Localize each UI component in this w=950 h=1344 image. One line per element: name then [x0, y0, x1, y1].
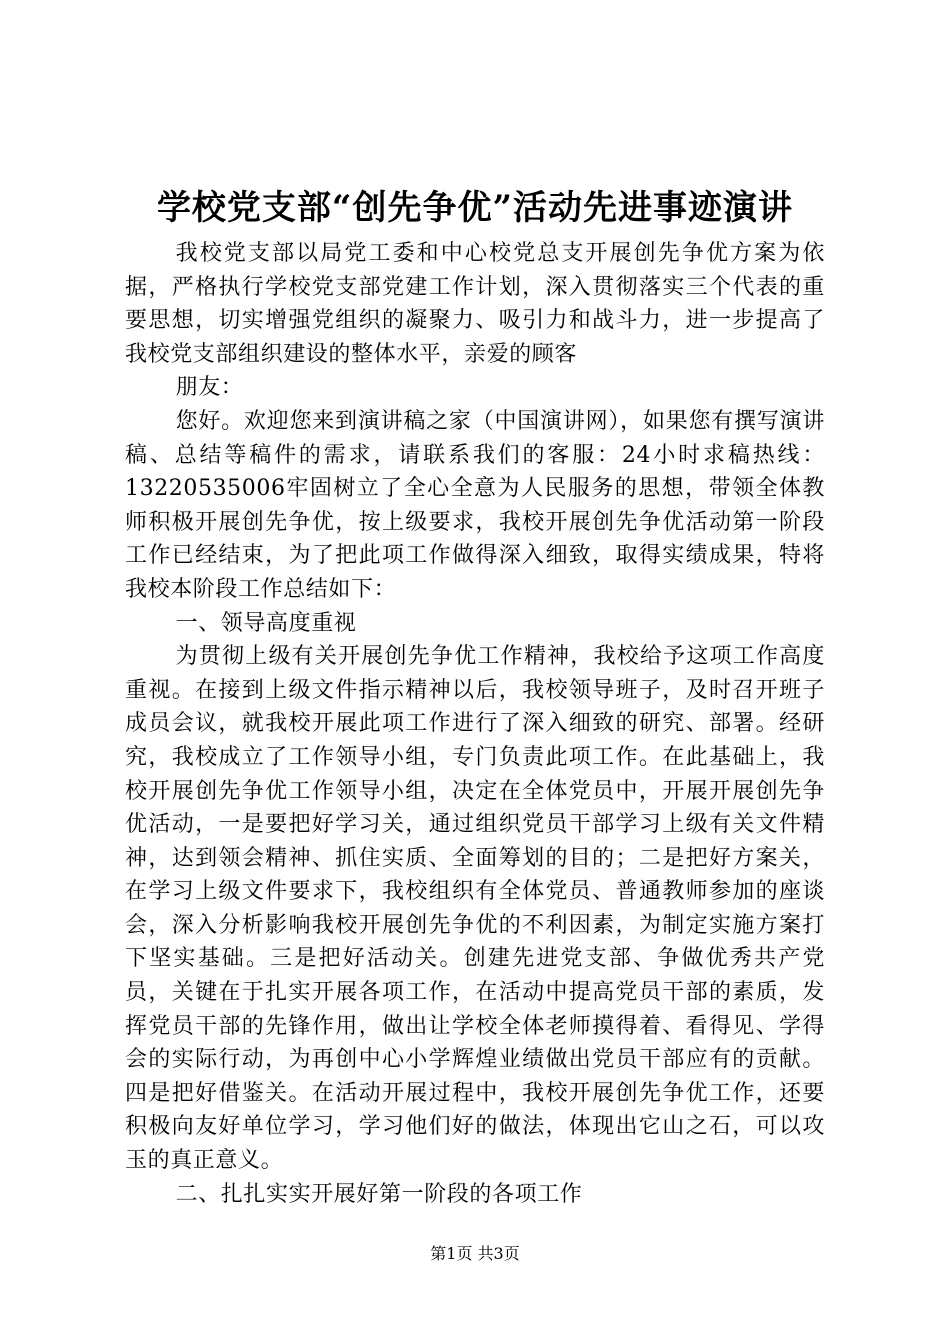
paragraph-intro: 我校党支部以局党工委和中心校党总支开展创先争优方案为依据，严格执行学校党支部党建工作计划，深入贯彻落实三个代表的重要思想，切实增强党组织的凝聚力、吸引力和战斗力，进一步提高了我校党支部组织建设的整体水平，亲爱的顾客: [125, 241, 825, 367]
paragraph-greeting-friends: 朋友：: [175, 375, 244, 401]
page-footer: 第1页 共3页: [430, 1244, 520, 1263]
paragraph-section-1: 为贯彻上级有关开展创先争优工作精神，我校给予这项工作高度重视。在接到上级文件指示精神以后，我校领导班子，及时召开班子成员会议，就我校开展此项工作进行了深入细致的研究、部署。经研究，我校成立了工作领导小组，专门负责此项工作。在此基础上，我校开展创先争优工作领导小组，决定在全体党员中，开展开展创先争优活动，一是要把好学习关，通过组织党员干部学习上级有关文件精神，达到领会精神、抓住实质、全面筹划的目的；二是把好方案关，在学习上级文件要求下，我校组织有全体党员、普通教师参加的座谈会，深入分析影响我校开展创先争优的不利因素，为制定实施方案打下坚实基础。三是把好活动关。创建先进党支部、争做优秀共产党员，关键在于扎实开展各项工作，在活动中提高党员干部的素质，发挥党员干部的先锋作用，做出让学校全体老师摸得着、看得见、学得会的实际行动，为再创中心小学辉煌业绩做出党员干部应有的贡献。四是把好借鉴关。在活动开展过程中，我校开展创先争优工作，还要积极向友好单位学习，学习他们好的做法，体现出它山之石，可以攻玉的真正意义。: [125, 644, 825, 1174]
section-heading-2: 二、扎扎实实开展好第一阶段的各项工作: [175, 1181, 583, 1207]
document-title: 学校党支部“创先争优”活动先进事迹演讲: [156, 188, 794, 228]
document-body: [125, 237, 825, 1211]
section-heading-1: 一、领导高度重视: [175, 610, 357, 636]
paragraph-welcome: 您好。欢迎您来到演讲稿之家（中国演讲网），如果您有撰写演讲稿、总结等稿件的需求，请联系我们的客服：24小时求稿热线：13220535006牢固树立了全心全意为人民服务的思想，带领全体教师积极开展创先争优，按上级要求，我校开展创先争优活动第一阶段工作已经结束，为了把此项工作做得深入细致，取得实绩成果，特将我校本阶段工作总结如下：: [125, 408, 825, 602]
